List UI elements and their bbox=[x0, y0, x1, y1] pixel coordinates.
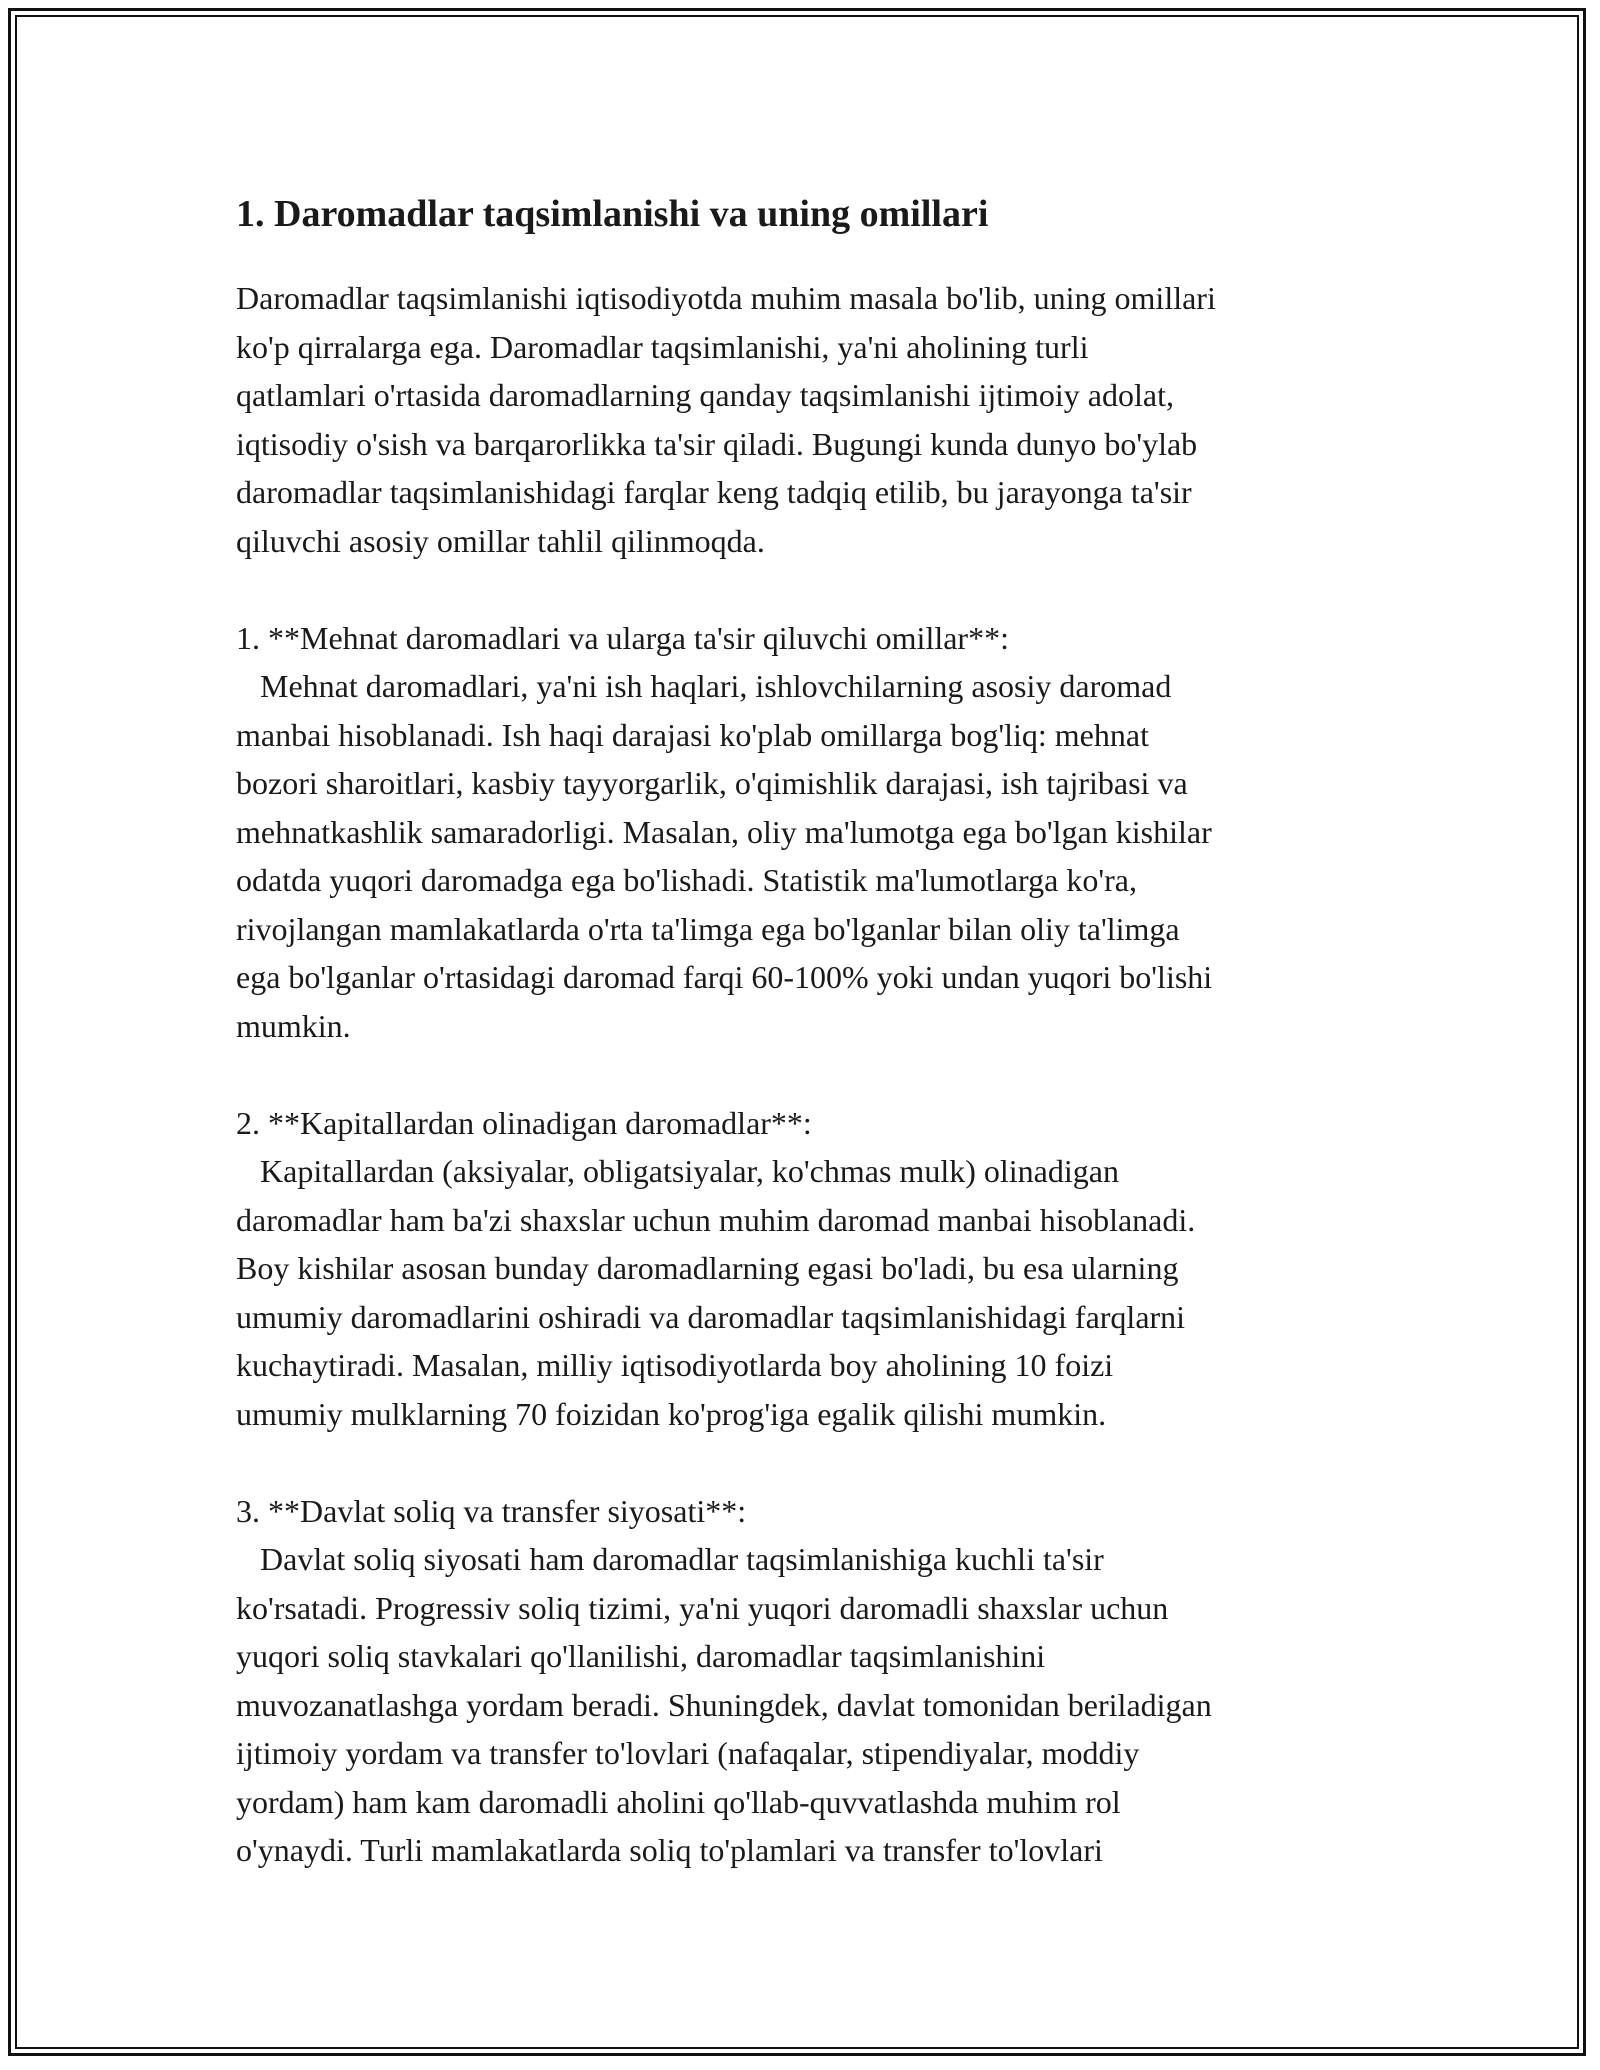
document-title: 1. Daromadlar taqsimlanishi va uning omillari bbox=[236, 193, 989, 235]
section-labor-income: 1. **Mehnat daromadlari va ularga ta'sir qiluvchi omillar**: Mehnat daromadlari, ya'ni ish haqlari, ishlovchilarning asosiy daromad manbai hisoblanadi. Ish haqi darajasi ko'plab omillarga bog'liq: mehnat bozori sharoitlari, kasbiy tayyorgarlik, o'qimishlik darajasi, ish tajribasi va mehnatkashlik samaradorligi. Masalan, oliy ma'lumotga ega bo'lgan kishilar odatda yuqori daromadga ega bo'lishadi. Statistik ma'lumotlarga ko'ra, rivojlangan mamlakatlarda o'rta ta'limga ega bo'lganlar bilan oliy ta'limga ega bo'lganlar o'rtasidagi daromad farqi 60-100% yoki undan yuqori bo'lishi mumkin. bbox=[236, 619, 1213, 1044]
section-tax-transfer-policy: 3. **Davlat soliq va transfer siyosati**: Davlat soliq siyosati ham daromadlar taqsimlanishiga kuchli ta'sir ko'rsatadi. Progressiv soliq tizimi, ya'ni yuqori daromadli shaxslar uchun yuqori soliq stavkalari qo'llanilishi, daromadlar taqsimlanishini muvozanatlashga yordam beradi. Shuningdek, davlat tomonidan beriladigan ijtimoiy yordam va transfer to'lovlari (nafaqalar, stipendiyalar, moddiy yordam) ham kam daromadli aholini qo'llab-quvvatlashda muhim rol o'ynaydi. Turli mamlakatlarda soliq to'plamlari va transfer to'lovlari bbox=[236, 1492, 1212, 1868]
section-capital-income: 2. **Kapitallardan olinadigan daromadlar**: Kapitallardan (aksiyalar, obligatsiyalar, ko'chmas mulk) olinadigan daromadlar ham ba'zi shaxslar uchun muhim daromad manbai hisoblanadi. Boy kishilar asosan bunday daromadlarning egasi bo'ladi, bu esa ularning umumiy daromadlarini oshiradi va daromadlar taqsimlanishidagi farqlarni kuchaytiradi. Masalan, milliy iqtisodiyotlarda boy aholining 10 foizi umumiy mulklarning 70 foizidan ko'prog'iga egalik qilishi mumkin. bbox=[236, 1104, 1196, 1432]
paragraph-gap bbox=[236, 1438, 1386, 1487]
intro-paragraph: Daromadlar taqsimlanishi iqtisodiyotda muhim masala bo'lib, uning omillari ko'p qirralarga ega. Daromadlar taqsimlanishi, ya'ni aholining turli qatlamlari o'rtasida daromadlarning qanday taqsimlanishi ijtimoiy adolat, iqtisodiy o'sish va barqarorlikka ta'sir qiladi. Bugungi kunda dunyo bo'ylab daromadlar taqsimlanishidagi farqlar keng tadqiq etilib, bu jarayonga ta'sir qiluvchi asosiy omillar tahlil qilinmoqda. bbox=[236, 280, 1216, 559]
paragraph-gap bbox=[236, 565, 1386, 614]
document-body bbox=[236, 186, 1386, 1875]
paragraph-gap bbox=[236, 1050, 1386, 1099]
